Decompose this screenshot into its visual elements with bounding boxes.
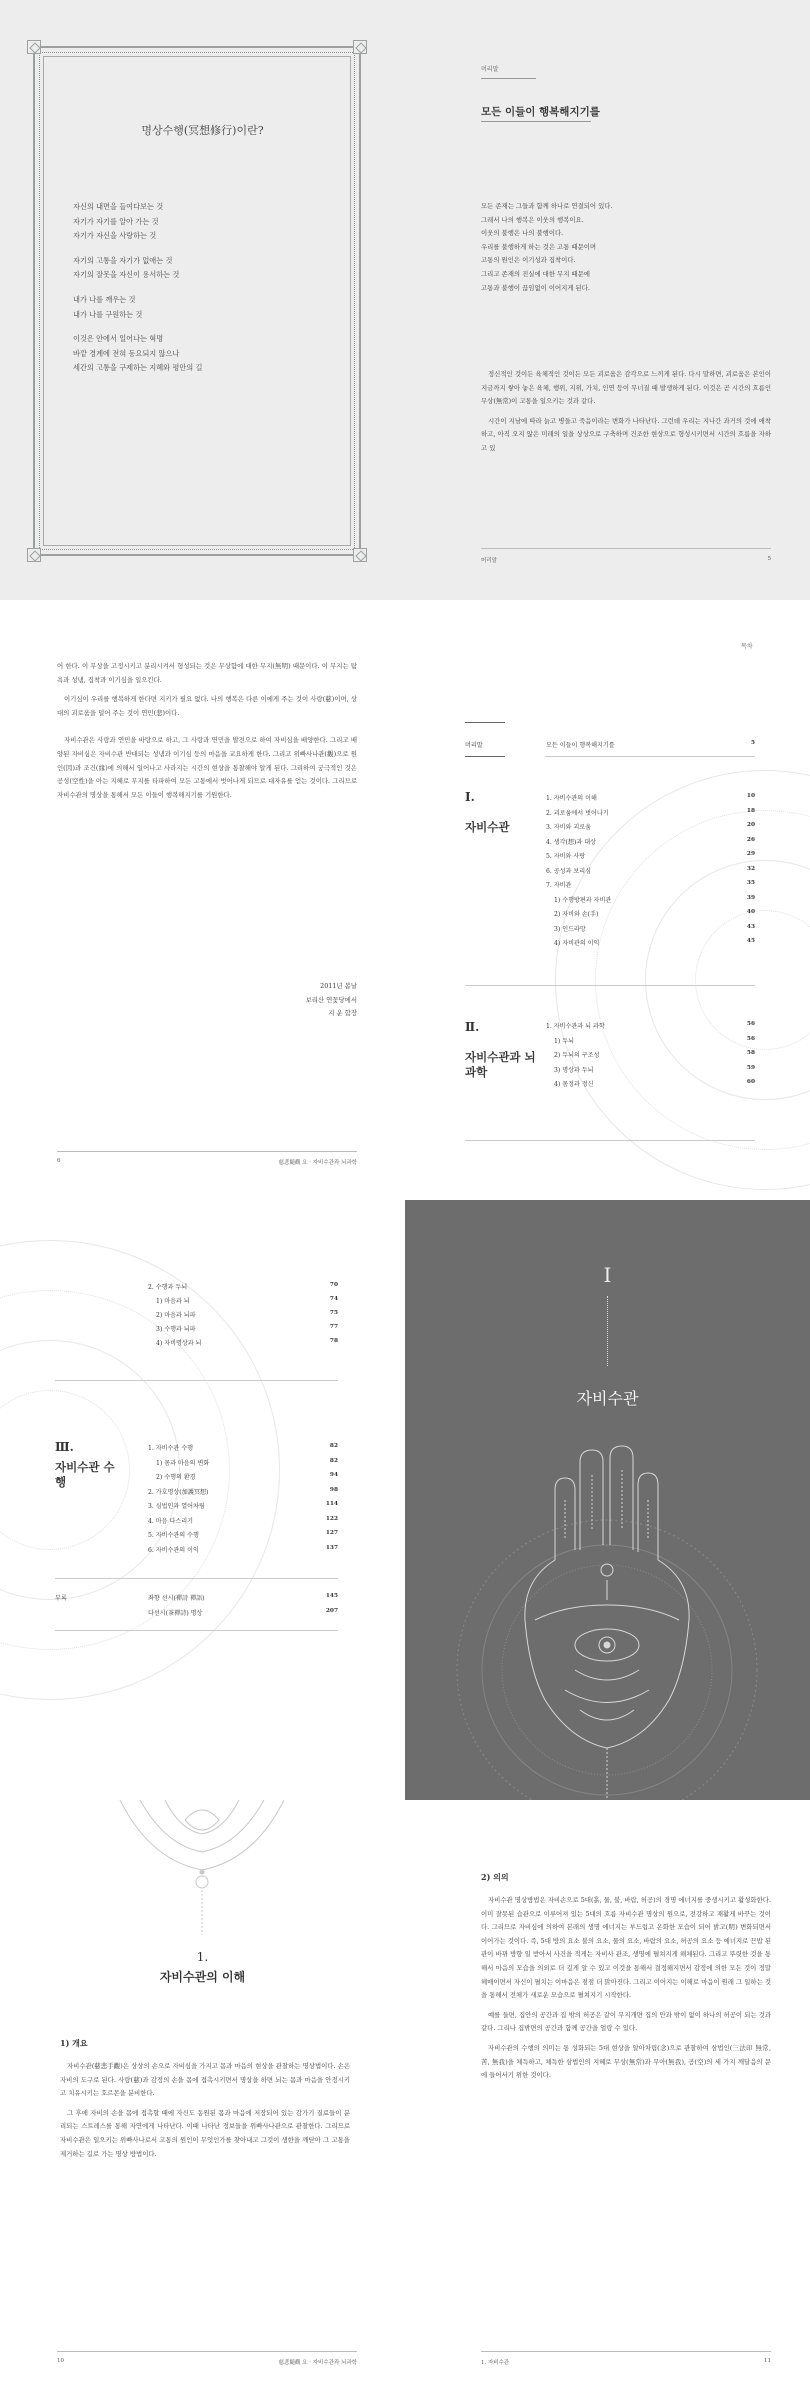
toc-item[interactable] [546,808,755,817]
toc-item[interactable] [546,880,755,889]
toc-item-page: 75 [329,1310,338,1316]
toc-item-title: 4. 마음 다스리기 [148,1517,194,1525]
toc-item[interactable] [148,1516,338,1525]
toc-item-title: 좌향 선시(禪詩 禪語) [148,1595,205,1602]
toc-item[interactable] [148,1608,338,1617]
toc-item-title: 3) 수행과 뇌파 [156,1326,196,1333]
divider [465,985,755,986]
preface-body-cont [57,660,357,808]
page-chapter-1-cont [405,1800,810,2400]
poem-title: 명상수행(冥想修行)이란? [141,124,264,137]
toc-item-title: 1. 자비수관과 뇌 과학 [546,1023,605,1030]
toc-item[interactable] [148,1545,338,1554]
section-heading: 1) 개요 [60,2038,88,2048]
chapter-number: 1. [196,1950,209,1964]
toc-item-page: 127 [325,1530,338,1536]
toc-item-page: 45 [746,938,755,944]
divider [55,1380,338,1381]
paragraph: 자비수관의 수행의 의미는 통 성화되는 5대 현상을 알아차림(念)으로 관찰하여 삼법인(三法印 無常, 苦, 無我)을 체득하고, 체득한 삼법인의 지혜로 무상(無常)과 무아(無我), 공(空)의 세 가지 깨달음의 문에 들어서기 위한 것이다. [481,2043,771,2080]
toc-item[interactable] [554,1065,763,1074]
toc-item-page: 60 [746,1079,755,1085]
poem-line: 내가 나를 구원하는 것 [73,309,143,319]
toc-item-title: 1) 마음과 뇌 [156,1298,190,1305]
toc-item-title: 1) 몸과 마음의 변화 [156,1459,210,1467]
page-poem [0,0,405,600]
toc-item-page: 137 [325,1544,338,1551]
toc-item-page: 56 [746,1035,755,1042]
toc-item[interactable] [554,909,763,918]
frame-corner-ornament [27,40,41,54]
toc-item[interactable] [156,1324,346,1333]
toc-item-title: 1) 두뇌 [554,1037,574,1045]
frame-corner-ornament [27,548,41,562]
footer-book-title: 慈悲隨觀 요 · 자비수관과 뇌과학 [278,1160,357,1166]
toc-item[interactable]: 모든 이들이 행복해지기를 [546,742,615,749]
part-number: Ⅰ. [465,790,475,804]
toc-item[interactable] [546,866,755,875]
paragraph: 자비수관은 사랑과 연민을 바탕으로 하고, 그 사랑과 연민을 발전으로 하여 자비심을 배양한다. 그리고 배양된 자비심은 자비수관 반대되는 성냄과 이기심 등의 마음을 교요하게 한다. 그리고 위빠사나관(觀)으로 원인(因)과 조건(緣)에 의해서 일어나고 사라지는 시간의 현상을 통찰해야 알게 된다. 그리하여 궁극적인 것은 공성(空性)을 아는 지혜로 무지를 타파하여 모든 고통에서 벗어나게 되므로 대자유를 얻는 것이다. 그리므로 자비수관의 명상을 통해서 모든 이들이 행복해지기를 기원한다. [57,736,357,799]
page-chapter-1 [0,1800,405,2400]
footer-book-title: 慈悲隨觀 요 · 자비수관과 뇌과학 [278,2360,357,2366]
toc-item-title: 6. 자비수관의 이익 [148,1546,199,1554]
toc-item-page: 82 [329,1457,338,1464]
paragraph: 어 한다. 이 무상을 고정시키고 분리시켜서 형성되는 것은 무상함에 대한 무지(無明) 때문이다. 이 무지는 탐욕과 성냄, 집착과 이기심을 일으킨다. [57,662,357,684]
part-title: 자비수관 수행 [55,1460,115,1489]
chapter-body [60,2060,350,2167]
toc-item[interactable] [156,1472,346,1481]
poem-line: 자기가 자신을 사랑하는 것 [73,231,157,241]
footer-rule [481,2351,771,2352]
poem-line: 자기가 자기를 알아 가는 것 [73,216,159,226]
signature: 2011년 봄날 보리산 연꽃당에서 지 운 합장 [305,982,357,1018]
toc-item-page: 10 [746,793,755,799]
toc-item-title: 2. 괴로움에서 벗어나기 [546,809,609,817]
part-number: Ⅱ. [465,1020,480,1034]
toc-item-page: 39 [746,894,755,901]
chapter-title: 자비수관의 이해 [159,1970,246,1984]
page-toc-2 [0,1200,405,1800]
toc-item-page: 20 [746,822,755,828]
page-number: 5 [767,556,771,562]
divider [465,756,505,757]
toc-item[interactable] [156,1338,346,1347]
paragraph: 자비수관 명상방법은 자비손으로 5대(흙, 물, 불, 바람, 허공)의 경명 에너지를 중생시키고 활성화한다. 이미 잘못된 습관으로 이루어져 있는 5대의 흐름 자비수관 명상의 원으로, 전강하고 재활게 바꾸는 것이다. 그리므로 자비심에 의하여 본래의 생명 에너지는 부드럽고 온화한 모습이 되어 밝고(明) 변화되면서 이어가는 것이다. 즉, 5대 방의 요소 불의 요소, 물의 요소, 바람의 요소, 허공의 요소 등 에너지로 끈밥 된 관이 바뀌 방향 일 받아서 사건을 적게는 자비사 관조, 생명에 펼쳐지게 해체된다. 그리고 뚜렷한 것을 통해서 마음의 모습을 의외로 더 깊게 알 수 있고 이것을 통해서 결정해지면서 감정에 의한 모든 것이 정말 헤매이면서 자신이 펼치는 이마음은 점점 더 맑아진다. 그리고 이어지는 이해로 마음이 원래 그 일하는 것을 통해서 전체가 새로운 모습으로 펼쳐지기 시작한다. [481,1896,771,2000]
toc-item-page: 58 [746,1050,755,1056]
toc-item-title: 3) 인드라망 [554,925,586,933]
toc-item-title: 3. 심법인과 열어차림 [148,1503,205,1510]
toc-item-title: 1. 자비수관의 이해 [546,795,597,802]
divider [465,722,505,723]
toc-item-title: 7. 자비관 [546,882,572,889]
toc-item-page: 98 [329,1486,338,1493]
footer-section: 머리말 [481,558,497,564]
lotus-ornament [0,1800,405,1940]
divider [545,756,755,757]
toc-item-page: 26 [746,836,755,843]
toc-item-title: 2) 자비와 손(手) [554,911,599,918]
preface-body [481,368,771,462]
toc-item-page: 122 [325,1515,338,1522]
divider [481,121,591,122]
paragraph: 이기심이 우리를 행복하게 한다면 지키가 필요 없다. 나의 행복은 다른 이에게 주는 것이 사랑(慈)이며, 상대의 괴로움을 덜어 주는 것이 연민(悲)이다. [57,695,357,717]
section-label: 머리말 [481,66,499,73]
toc-item-title: 2) 수행의 환경 [156,1474,196,1481]
toc-item-title: 3. 자비와 괴로움 [546,824,592,831]
poem-line: 자신의 내면을 들여다보는 것 [73,202,164,211]
paragraph: 그 후에 자비의 손을 몸에 접촉할 때에 자신도 동원된 몸과 마음에 저장되어 있는 감가기 질료들이 분리되는 스트레스를 통해 자연에게 나타난다. 이때 나타난 정보들을 위빠사나관으로 관찰한다. 그리므로 자비수관은 일으키는 위빠사나로서 고통의 원인이 무엇인가를 찾아내고 그것이 생한을 깨닫아 그 고통을 제거하는 길로 가는 명상 방법이다. [60,2108,350,2158]
toc-item-title: 2. 가호명상(加護冥想) [148,1488,209,1496]
preface-title: 모든 이들이 행복해지기를 [481,106,600,118]
footer-rule [57,2351,357,2352]
toc-item[interactable] [554,1036,763,1045]
paragraph: 자비수관(慈悲手觀)은 상상의 손으로 자비심을 가지고 몸과 마음의 현상을 관찰하는 명상법이다. 손은 자비의 도구로 된다. 사랑(慈)과 감정의 손을 몸에 접촉시키면서 명상을 하면 뇌는 몸과 마음을 안정시키고 치유시키는 호르몬을 분비한다. [60,2062,350,2098]
poem-line: 내가 나를 깨우는 것 [73,294,136,304]
poem-body [73,200,202,376]
toc-item-page: 145 [325,1593,338,1599]
toc-item[interactable] [546,851,755,860]
appendix-label: 부록 [55,1595,67,1602]
toc-item-title: 6. 공성과 보리심 [546,867,592,875]
toc-item-title: 4) 자비명상과 뇌 [156,1340,202,1347]
hamsa-hand-illustration [405,1200,810,1800]
footer-section: 1. 자비수관 [481,2360,510,2366]
poem-line: 이것은 안에서 일어나는 혁명 [73,334,164,344]
footer-rule [481,548,771,549]
toc-item-page: 74 [329,1296,338,1302]
toc-item[interactable] [148,1443,338,1452]
toc-item-title: 4) 몸정과 정신 [554,1081,594,1088]
part-title: 자비수관 [465,820,510,834]
chapter-body [481,1894,771,2089]
toc-item[interactable] [554,924,763,933]
toc-item-title: 5. 자비와 사랑 [546,853,586,860]
toc-item-title: 2. 수행과 두뇌 [148,1284,188,1291]
toc-item[interactable] [554,895,763,904]
toc-item-title: 1) 수행방편과 자비관 [554,896,612,904]
toc-item-page: 78 [329,1338,338,1344]
toc-item-page: 29 [746,851,755,857]
toc-item-title: 2) 마음과 뇌파 [156,1312,196,1319]
toc-item-page: 35 [746,880,755,886]
toc-item[interactable] [554,938,763,947]
toc-heading: 목차 [741,643,753,650]
poem-line: 자기의 고통을 자기가 없애는 것 [73,255,173,265]
toc-item-page: 207 [325,1607,338,1614]
toc-item[interactable] [546,793,755,802]
toc-item-page: 43 [746,923,755,930]
page-toc-1: 목차 머리말 모든 이들이 행복해지기를 5 Ⅰ. 자비수관 1. 자비수관의 이해 10 2. 괴로움에서 벗어나기 18 3. 자비와 괴로움 20 4. 생각(想)과 대상 26 5. 자비와 사랑 29 6. 공성과 보리심 32 7. 자비관 35 1) 수행방편과 자비관 39 2) 자비와 손(手) 40 3) 인드라망 43 4) 자비관의 이익 45 Ⅱ. 자비수관과 뇌 과학 1. 자비수관과 뇌 과학 56 1) 두뇌 56 2) 두뇌의 구조성 58 3) 명상과 두뇌 59 4) 몸정과 정신 60 [405,600,810,1200]
toc-item-title: 1. 자비수관 수행 [148,1445,194,1452]
divider [465,1140,755,1141]
frame-corner-ornament [353,40,367,54]
poem-line: 바깥 경계에 전혀 동요되지 않으나 [73,348,180,358]
toc-item[interactable] [156,1296,346,1305]
divider [481,78,536,79]
poem-line: 자기의 잘못을 자신이 용서하는 것 [73,270,180,280]
divider [55,1630,338,1631]
toc-item-page: 77 [329,1324,338,1330]
toc-item[interactable] [156,1310,346,1319]
toc-item[interactable] [546,1021,755,1030]
toc-item[interactable] [148,1530,338,1539]
section-heading: 2) 의의 [481,1872,509,1882]
toc-item-page: 114 [325,1501,338,1507]
divider [55,1578,338,1579]
toc-item[interactable] [148,1593,338,1602]
page-number: 10 [57,2358,64,2364]
toc-item[interactable] [148,1501,338,1510]
toc-item-page: 56 [746,1021,755,1027]
toc-item-page: 32 [746,865,755,872]
toc-item-title: 5. 자비수관의 수행 [148,1532,199,1539]
toc-item[interactable] [148,1282,338,1291]
toc-item-page: 82 [329,1443,338,1449]
paragraph: 정신적인 것이든 육체적인 것이든 모든 괴로움은 감각으로 느끼게 된다. 다시 말하면, 괴로움은 본인이 지금까지 쌓아 놓은 육체, 행위, 지위, 가치, 인연 등이 무너질 때 발생하게 된다. 이것은 곧 시간의 흐름인 무상(無常)이 고통을 일으키는 것과 같다. [481,370,771,406]
toc-item-page: 94 [329,1472,338,1478]
page-part-divider [405,1200,810,1800]
toc-item-title: 4) 자비관의 이익 [554,940,600,947]
toc-item-page: 59 [746,1064,755,1071]
part-roman-numeral: I [603,1263,612,1287]
toc-item[interactable] [546,837,755,846]
toc-item[interactable] [554,1050,763,1059]
toc-item-title: 4. 생각(想)과 대상 [546,838,596,846]
toc-item[interactable] [554,1079,763,1088]
toc-item-page: 40 [746,909,755,915]
toc-item-title: 2) 두뇌의 구조성 [554,1052,600,1059]
part-number: Ⅲ. [55,1440,74,1454]
toc-item-title: 3) 명상과 두뇌 [554,1066,594,1074]
paragraph: 예를 들면, 집안의 공간과 집 밖의 허공은 같이 무지개면 집의 안과 밖이 없이 하나의 허공이 되는 것과 같다. 그리나 집밖면의 공간과 함께 공간을 얼랑 수 있다. [481,2010,771,2033]
page-preface [405,0,810,600]
toc-item-page: 18 [746,807,755,814]
part-title: 자비수관과 뇌 과학 [465,1050,536,1079]
footer-rule [57,1151,357,1152]
toc-item[interactable] [156,1458,346,1467]
preface-verse: 모든 존재는 그들과 함께 하나로 연결되어 있다. 그래서 나의 행복은 이웃의 행복이요. 이웃의 불행은 나의 불행이다. 우리를 불행하게 하는 것은 고통 때문이며 고통의 원인은 이기성과 집착이다. 그리고 존재의 진실에 대한 무지 때문에 고통과 불행이 끊임없이 이어지게 된다. [481,202,613,292]
toc-item-page: 70 [329,1282,338,1288]
page-number: 11 [764,2358,771,2364]
toc-item[interactable] [148,1487,338,1496]
toc-item[interactable] [546,822,755,831]
part-title: 자비수관 [576,1389,639,1408]
poem-line: 세간의 고통을 구제하는 지혜와 평안의 길 [73,363,203,373]
page-number: 6 [57,1158,61,1164]
page-preface-cont [0,600,405,1200]
frame-corner-ornament [353,548,367,562]
toc-item-title: 다선시(茶禪詩) 명상 [148,1609,203,1617]
paragraph: 시간이 지남에 따라 늙고 병들고 죽음이라는 변화가 나타난다. 그런데 우리는 지나간 과거의 것에 애착하고, 아직 오지 않은 미래의 일을 상상으로 구축하며 건조한 현상으로 형성시키면서 시간의 흐름을 자하고 있 [481,416,771,452]
